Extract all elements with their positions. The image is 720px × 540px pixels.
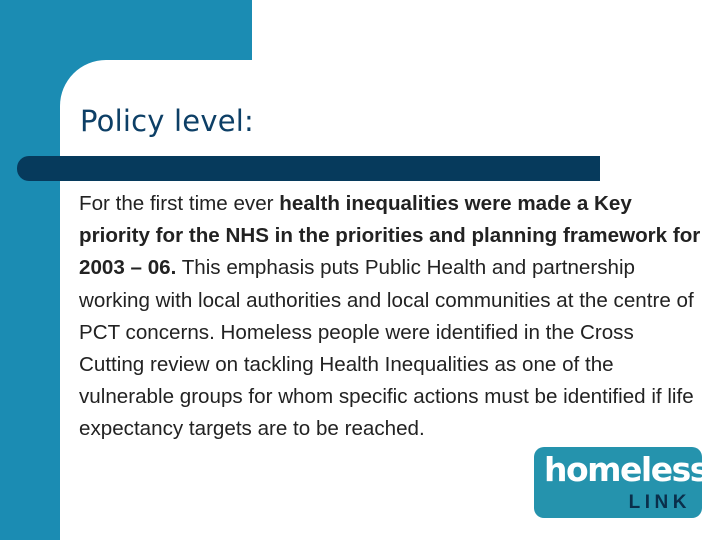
title-underline-bar <box>17 156 600 181</box>
slide-body-text <box>79 188 704 446</box>
slide-title: Policy level: <box>80 104 254 138</box>
logo-wordmark: homeless <box>544 450 708 489</box>
body-segment-bold: health inequalities were made a Key priority for the NHS in the priorities and planning framework for 2003 – 06. <box>79 192 701 280</box>
body-segment: This emphasis puts Public Health and partnership working with local authorities and local communities at the centre of PCT concerns. Homeless people were identified in the Cross Cutting review on tackling Health Inequalities as one of the vulnerable groups for whom specific actions must be identified if life expectancy targets are to be reached. <box>79 256 694 441</box>
homeless-link-logo <box>534 447 708 518</box>
logo-subtext: LINK <box>628 492 691 513</box>
body-segment: For the first time ever <box>79 192 280 215</box>
